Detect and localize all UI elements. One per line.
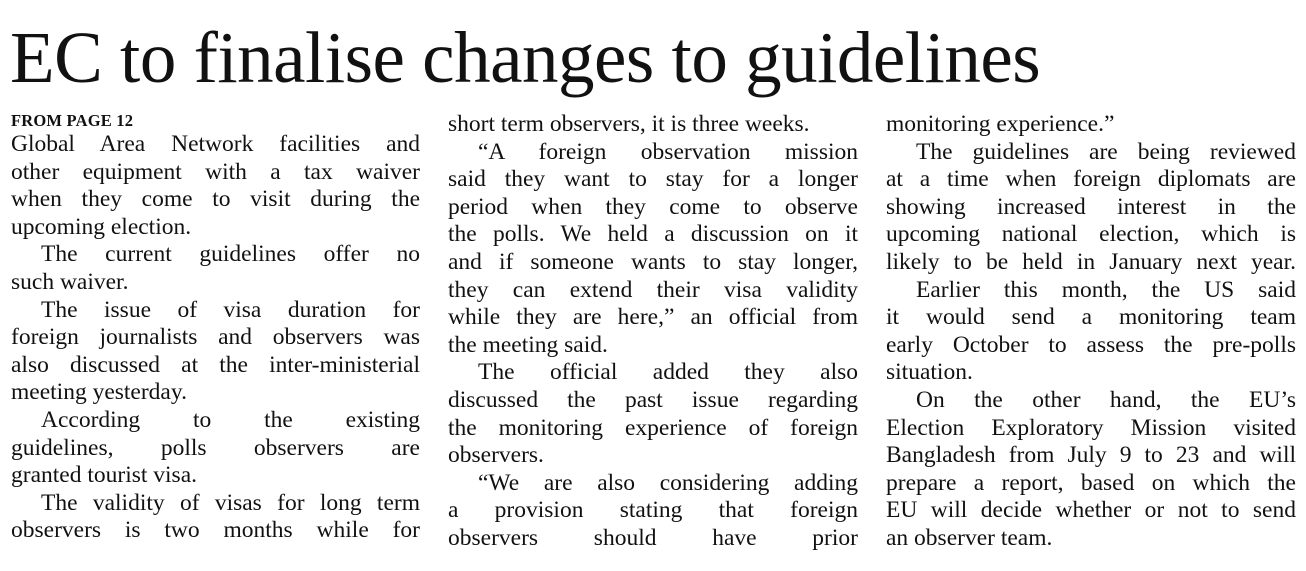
column-3-body (886, 111, 1296, 553)
article-column-2 (448, 111, 858, 553)
article-text-line: upcoming election. (11, 213, 192, 240)
article-text-line: it would send a monitoring team (886, 304, 1296, 331)
article-text-line: and if someone wants to stay longer, (448, 248, 858, 275)
article-text-line: also discussed at the inter-ministerial (11, 351, 420, 378)
article-text-line: while they are here,” an official from (448, 304, 858, 331)
article-text-line: According to the existing (41, 406, 420, 433)
article-text-line: period when they come to observe (448, 193, 858, 220)
article-text-line: The guidelines are being reviewed (916, 138, 1296, 165)
article-text-line: granted tourist visa. (11, 462, 198, 489)
article-text-line: “We are also considering adding (478, 469, 858, 496)
article-text-line: the monitoring experience of foreign (448, 414, 858, 441)
continued-from-kicker: FROM PAGE 12 (11, 111, 134, 130)
article-text-line: showing increased interest in the (886, 193, 1296, 220)
article-text-line: guidelines, polls observers are (11, 434, 420, 461)
article-text-line: “A foreign observation mission (478, 138, 858, 165)
article-text-line: such waiver. (11, 268, 129, 295)
article-text-line: short term observers, it is three weeks. (448, 111, 810, 137)
article-text-line: observers should have prior (448, 524, 858, 551)
column-1-body (11, 131, 420, 545)
article-text-line: observers is two months while for (11, 517, 420, 544)
article-text-line: EU will decide whether or not to send (886, 497, 1296, 524)
article-text-line: a provision stating that foreign (448, 497, 858, 524)
column-2-body (448, 111, 858, 553)
article-text-line: The official added they also (478, 359, 858, 386)
headline: EC to finalise changes to guidelines (10, 17, 1041, 98)
article-text-line: the meeting said. (448, 331, 608, 358)
article-text-line: foreign journalists and observers was (11, 324, 420, 351)
article-text-line: Earlier this month, the US said (916, 276, 1296, 303)
article-text-line: situation. (886, 359, 973, 386)
article-text-line: upcoming national election, which is (886, 221, 1296, 248)
article-text-line: Election Exploratory Mission visited (886, 414, 1296, 441)
article-text-line: an observer team. (886, 524, 1053, 551)
article-text-line: when they come to visit during the (11, 186, 420, 213)
article-text-line: prepare a report, based on which the (886, 469, 1296, 496)
article-text-line: meeting yesterday. (11, 379, 187, 406)
article-text-line: The validity of visas for long term (41, 489, 420, 516)
article-text-line: discussed the past issue regarding (448, 386, 858, 413)
article-text-line: the polls. We held a discussion on it (448, 221, 858, 248)
article-text-line: Bangladesh from July 9 to 23 and will (886, 442, 1296, 469)
article-text-line: said they want to stay for a longer (448, 166, 858, 193)
article-text-line: likely to be held in January next year. (886, 248, 1296, 275)
article-text-line: other equipment with a tax waiver (11, 158, 420, 185)
article-text-line: early October to assess the pre-polls (886, 331, 1296, 358)
article-text-line: observers. (448, 442, 544, 469)
article-text-line: Global Area Network facilities and (11, 131, 420, 157)
article-text-line: On the other hand, the EU’s (916, 386, 1296, 413)
article-text-line: at a time when foreign diplomats are (886, 166, 1296, 193)
article-text-line: The current guidelines offer no (41, 241, 420, 268)
article-text-line: monitoring experience.” (886, 111, 1115, 137)
article-text-line: The issue of visa duration for (41, 296, 420, 323)
article-column-3 (886, 111, 1296, 553)
article-column-1 (11, 111, 420, 545)
article-text-line: they can extend their visa validity (448, 276, 858, 303)
